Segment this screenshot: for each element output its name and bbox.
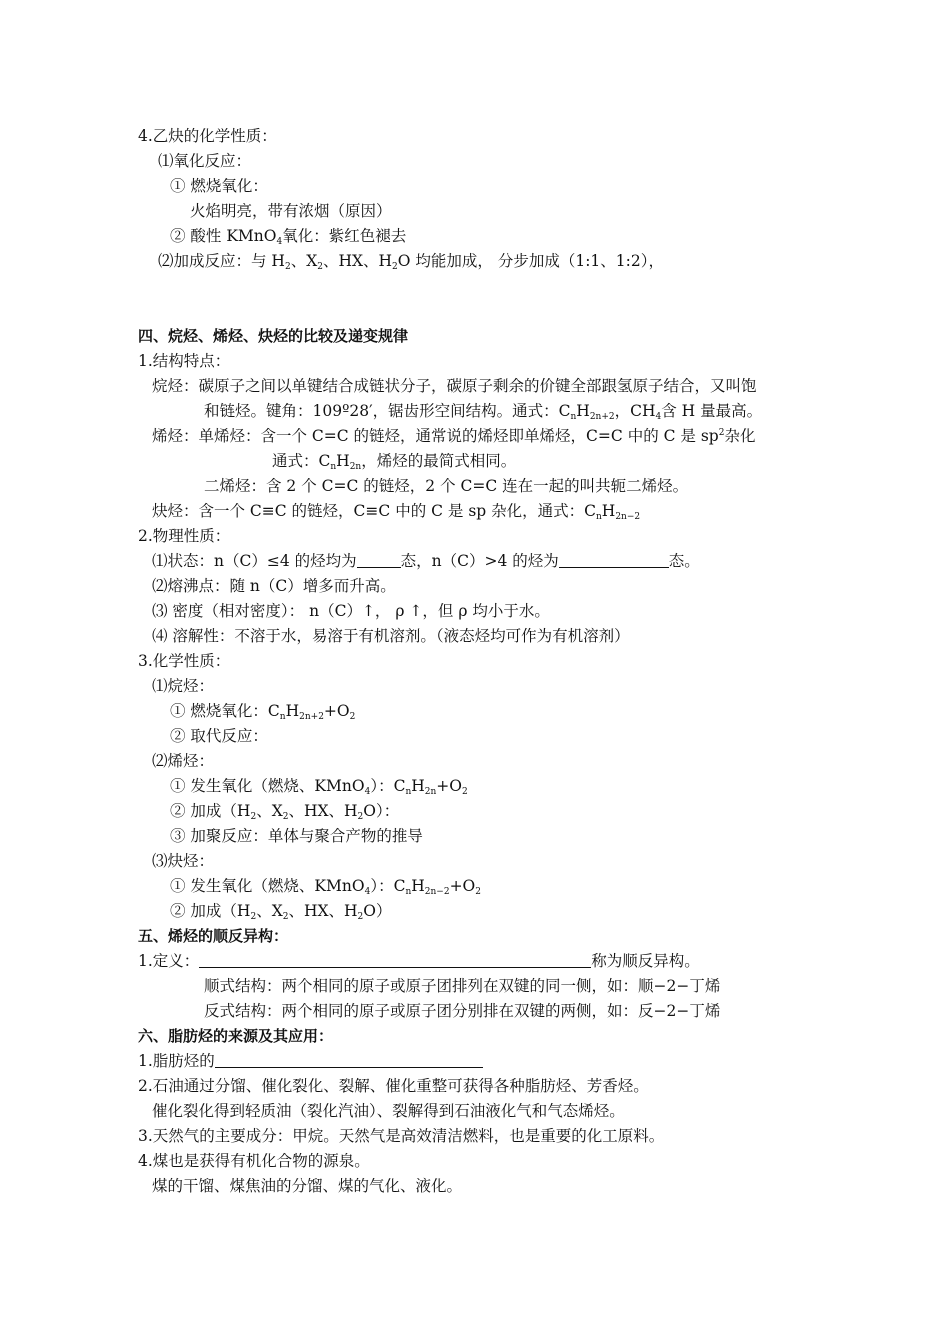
physical-heading: 2.物理性质： bbox=[138, 527, 231, 545]
source-line-4b: 煤的干馏、煤焦油的分馏、煤的气化、液化。 bbox=[152, 1177, 463, 1195]
alkyne-addition: ② 加成（$H_2$、$X_2$、HX、$H_2O$） bbox=[170, 902, 392, 922]
addition-line: ⑵加成反应：与 $H_2$、$X_2$、HX、$H_2O$ 均能加成， 分步加成（1:1、1:2）， bbox=[158, 252, 664, 272]
solubility-line: ⑷ 溶解性：不溶于水，易溶于有机溶剂。（液态烃均可作为有机溶剂） bbox=[152, 627, 630, 645]
structure-heading: 1.结构特点： bbox=[138, 352, 231, 370]
source-line-2: 2.石油通过分馏、催化裂化、裂解、催化重整可获得各种脂肪烃、芳香烃。 bbox=[138, 1077, 649, 1095]
alkane-substitution: ② 取代反应： bbox=[170, 727, 268, 745]
alkane-combustion: ① 燃烧氧化：$C_nH_{2n+2}+O_2$ bbox=[170, 702, 356, 722]
state-blank-2[interactable] bbox=[559, 552, 669, 568]
source-line-3: 3.天然气的主要成分：甲烷。天然气是高效清洁燃料，也是重要的化工原料。 bbox=[138, 1127, 665, 1145]
alkyne-oxidation: ① 发生氧化（燃烧、KMnO$_4$）：$C_nH_{2n-2}+O_2$ bbox=[170, 877, 481, 897]
chemical-heading: 3.化学性质： bbox=[138, 652, 231, 670]
section-five-heading: 五、烯烃的顺反异构： bbox=[138, 927, 289, 945]
oxidation-heading: ⑴氧化反应： bbox=[158, 152, 252, 170]
combustion-line: ① 燃烧氧化： bbox=[170, 177, 268, 195]
definition-blank[interactable] bbox=[199, 952, 591, 968]
alkane-line-1: 烷烃：碳原子之间以单键结合成链状分子，碳原子剩余的价键全部跟氢原子结合，又叫饱 bbox=[152, 377, 757, 395]
alkyne-chem-heading: ⑶炔烃： bbox=[152, 852, 215, 870]
alkane-chem-heading: ⑴烷烃： bbox=[152, 677, 215, 695]
alkene-line-1: 烯烃：单烯烃：含一个 C=C 的链烃，通常说的烯烃即单烯烃，C=C 中的 C 是 $sp^2$杂化 bbox=[152, 427, 756, 445]
boiling-line: ⑵熔沸点：随 n（C）增多而升高。 bbox=[152, 577, 396, 595]
section-six-heading: 六、脂肪烃的来源及其应用： bbox=[138, 1027, 334, 1045]
source-line-4: 4.煤也是获得有机化合物的源泉。 bbox=[138, 1152, 370, 1170]
alkane-line-2: 和链烃。键角：109º28′，锯齿形空间结构。通式：$C_nH_{2n+2}$，$CH_4$含 H 量最高。 bbox=[204, 402, 763, 422]
source-line-1: 1.脂肪烃的 bbox=[138, 1051, 483, 1071]
alkene-line-2: 通式：$C_nH_{2n}$，烯烃的最简式相同。 bbox=[272, 452, 517, 472]
alkene-oxidation: ① 发生氧化（燃烧、KMnO$_4$）：$C_nH_{2n}+O_2$ bbox=[170, 777, 468, 797]
flame-line: 火焰明亮，带有浓烟（原因） bbox=[190, 202, 392, 220]
alkene-addition: ② 加成（$H_2$、$X_2$、HX、$H_2O$）： bbox=[170, 802, 400, 822]
source-blank[interactable] bbox=[215, 1052, 483, 1068]
section-four-heading: 四、烷烃、烯烃、炔烃的比较及递变规律 bbox=[138, 327, 409, 345]
cis-line: 顺式结构：两个相同的原子或原子团排列在双键的同一侧，如：顺−2−丁烯 bbox=[204, 977, 721, 995]
alkene-polymerization: ③ 加聚反应：单体与聚合产物的推导 bbox=[170, 827, 423, 845]
diene-line: 二烯烃：含 2 个 C=C 的链烃，2 个 C=C 连在一起的叫共轭二烯烃。 bbox=[204, 477, 689, 495]
state-blank-1[interactable] bbox=[357, 552, 401, 568]
acetylene-title: 4.乙炔的化学性质： bbox=[138, 127, 277, 145]
definition-line: 1.定义： 称为顺反异构。 bbox=[138, 952, 700, 970]
source-line-2b: 催化裂化得到轻质油（裂化汽油）、裂解得到石油液化气和气态烯烃。 bbox=[152, 1102, 625, 1120]
alkene-chem-heading: ⑵烯烃： bbox=[152, 752, 215, 770]
density-line: ⑶ 密度（相对密度）： n（C）↑， ρ ↑，但 ρ 均小于水。 bbox=[152, 602, 550, 620]
trans-line: 反式结构：两个相同的原子或原子团分别排在双键的两侧，如：反−2−丁烯 bbox=[204, 1002, 721, 1020]
kmno4-line: ② 酸性 KMnO$_4$氧化：紫红色褪去 bbox=[170, 227, 407, 247]
state-line: ⑴状态：n（C）≤4 的烃均为 态，n（C）>4 的烃为 态。 bbox=[152, 552, 700, 570]
alkyne-line: 炔烃：含一个 C≡C 的链烃，C≡C 中的 C 是 sp 杂化，通式：$C_nH_{2n-2}$ bbox=[152, 502, 641, 522]
